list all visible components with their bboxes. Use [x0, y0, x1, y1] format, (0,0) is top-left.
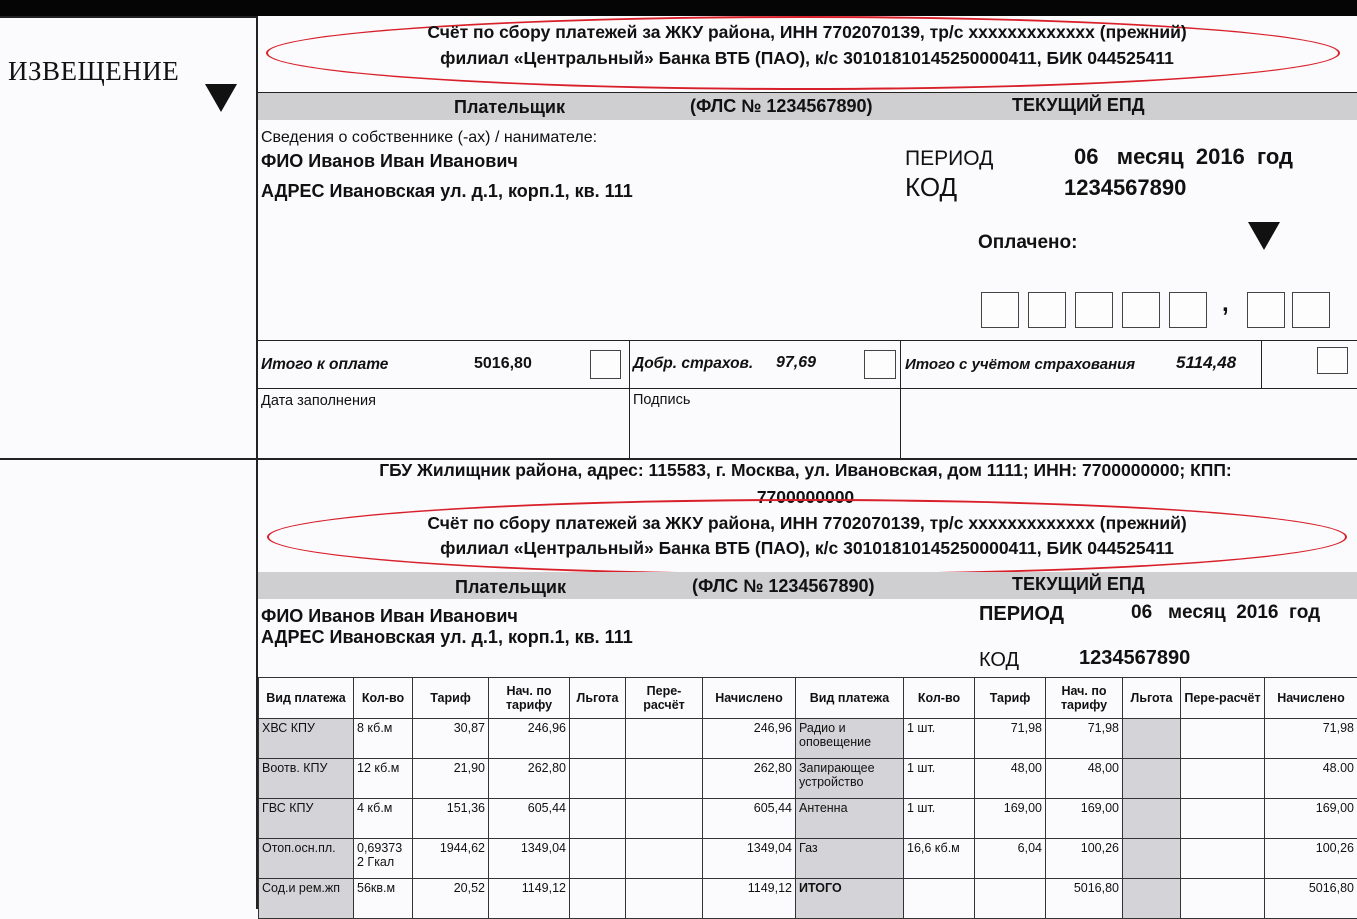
cell	[626, 879, 703, 919]
cell: 6,04	[975, 839, 1046, 879]
cell: 1944,62	[413, 839, 489, 879]
code-label-lower: КОД	[979, 649, 1019, 672]
cell: ХВС КПУ	[259, 719, 354, 759]
cell: 605,44	[703, 799, 796, 839]
cell	[975, 879, 1046, 919]
cell: Радио и оповещение	[796, 719, 904, 759]
paid-decimal-separator: ,	[1222, 290, 1229, 318]
cell: 1349,04	[703, 839, 796, 879]
down-triangle-icon-2	[1248, 222, 1280, 250]
cell: 16,6 кб.м	[904, 839, 975, 879]
cell: 262,80	[489, 759, 570, 799]
cell	[1181, 799, 1265, 839]
column-header: Кол-во	[904, 678, 975, 719]
table-row	[259, 839, 1357, 879]
cell: 169,00	[975, 799, 1046, 839]
cell: 0,69373 2 Гкал	[354, 839, 413, 879]
cell	[1181, 879, 1265, 919]
cell	[1181, 719, 1265, 759]
column-header: Льгота	[570, 678, 626, 719]
code-value-lower: 1234567890	[1079, 647, 1190, 670]
totals-divider-1	[629, 340, 630, 458]
cell: 262,80	[703, 759, 796, 799]
current-epd-label: ТЕКУЩИЙ ЕПД	[1012, 95, 1145, 116]
cell	[626, 839, 703, 879]
with-insurance-checkbox[interactable]	[1317, 347, 1348, 374]
table-row	[259, 799, 1357, 839]
charges-table	[258, 677, 1357, 919]
cell: 100,26	[1046, 839, 1123, 879]
cell: 169,00	[1265, 799, 1357, 839]
cell: 12 кб.м	[354, 759, 413, 799]
totals-bottom-line	[256, 388, 1357, 389]
cell	[570, 719, 626, 759]
column-header: Кол-во	[354, 678, 413, 719]
cell: 5016,80	[1046, 879, 1123, 919]
bank-line-2: филиал «Центральный» Банка ВТБ (ПАО), к/с 30101810145250000411, БИК 044525411	[262, 48, 1352, 69]
insurance-checkbox[interactable]	[864, 350, 896, 379]
owner-info-label: Сведения о собственнике (-ах) / нанимателе:	[261, 129, 597, 147]
fls-number-lower: (ФЛС № 1234567890)	[692, 576, 874, 597]
cell	[626, 759, 703, 799]
owner-fio-lower: ФИО Иванов Иван Иванович	[261, 606, 518, 627]
table-row	[259, 879, 1357, 919]
owner-address-lower: АДРЕС Ивановская ул. д.1, корп.1, кв. 111	[261, 627, 633, 648]
cell: 1 шт.	[904, 719, 975, 759]
cell	[904, 879, 975, 919]
total-to-pay-value: 5016,80	[474, 355, 532, 373]
cell: 48.00	[1265, 759, 1357, 799]
period-value: 06 месяц 2016 год	[1074, 144, 1293, 170]
column-header: Пере-расчёт	[626, 678, 703, 719]
cell: 8 кб.м	[354, 719, 413, 759]
top-left-border	[0, 16, 258, 18]
bank-line-2-lower: филиал «Центральный» Банка ВТБ (ПАО), к/с 30101810145250000411, БИК 044525411	[262, 538, 1352, 559]
cell: ГВС КПУ	[259, 799, 354, 839]
cell: 246,96	[703, 719, 796, 759]
bank-line-1-lower: Счёт по сбору платежей за ЖКУ района, ИНН 7702070139, тр/с ххххххххххххх (прежний)	[262, 513, 1352, 534]
date-filled-label: Дата заполнения	[261, 393, 376, 409]
cell	[626, 719, 703, 759]
bank-line-1: Счёт по сбору платежей за ЖКУ района, ИНН 7702070139, тр/с ххххххххххххх (прежний)	[262, 22, 1352, 43]
cell: 4 кб.м	[354, 799, 413, 839]
paid-digit-box[interactable]	[1028, 292, 1066, 328]
cell	[1123, 759, 1181, 799]
totals-top-line	[256, 340, 1357, 341]
cell	[626, 799, 703, 839]
down-triangle-icon	[205, 84, 237, 112]
paid-label: Оплачено:	[978, 232, 1077, 254]
cell: Запирающее устройство	[796, 759, 904, 799]
owner-fio: ФИО Иванов Иван Иванович	[261, 151, 518, 172]
column-header: Нач. по тарифу	[489, 678, 570, 719]
top-edge-bar	[0, 0, 1357, 16]
cell	[1181, 759, 1265, 799]
cell: 71,98	[1046, 719, 1123, 759]
cell: 30,87	[413, 719, 489, 759]
period-label: ПЕРИОД	[905, 147, 993, 171]
cell: 1349,04	[489, 839, 570, 879]
total-row-label: ИТОГО	[796, 879, 904, 919]
column-header: Пере-расчёт	[1181, 678, 1265, 719]
total-with-insurance-label: Итого с учётом страхования	[905, 356, 1135, 373]
paid-kopeck-box[interactable]	[1292, 292, 1330, 328]
totals-divider-2	[900, 340, 901, 458]
to-pay-checkbox[interactable]	[590, 350, 621, 379]
fls-number: (ФЛС № 1234567890)	[690, 96, 872, 117]
cell: 21,90	[413, 759, 489, 799]
current-epd-label-lower: ТЕКУЩИЙ ЕПД	[1012, 574, 1145, 595]
column-header: Вид платежа	[259, 678, 354, 719]
cell: 20,52	[413, 879, 489, 919]
period-label-lower: ПЕРИОД	[979, 603, 1064, 626]
cell: 71,98	[975, 719, 1046, 759]
table-row	[259, 759, 1357, 799]
cell	[1181, 839, 1265, 879]
column-header: Вид платежа	[796, 678, 904, 719]
cell: 1149,12	[703, 879, 796, 919]
cell: 605,44	[489, 799, 570, 839]
cell: 151,36	[413, 799, 489, 839]
cell	[1123, 839, 1181, 879]
insurance-value: 97,69	[776, 354, 816, 372]
code-label: КОД	[905, 172, 957, 203]
cell	[570, 799, 626, 839]
table-header-row	[259, 678, 1357, 719]
cell	[1123, 719, 1181, 759]
cell: 71,98	[1265, 719, 1357, 759]
column-header: Тариф	[975, 678, 1046, 719]
owner-address: АДРЕС Ивановская ул. д.1, корп.1, кв. 111	[261, 181, 633, 202]
cell	[1123, 799, 1181, 839]
cell: 246,96	[489, 719, 570, 759]
org-line-1: ГБУ Жилищник района, адрес: 115583, г. Москва, ул. Ивановская, дом 1111; ИНН: 7700000000; КПП:	[258, 460, 1353, 481]
total-to-pay-label: Итого к оплате	[261, 356, 388, 374]
cell: 100,26	[1265, 839, 1357, 879]
cell	[570, 839, 626, 879]
cell: 56кв.м	[354, 879, 413, 919]
period-value-lower: 06 месяц 2016 год	[1131, 602, 1320, 624]
notice-caption: ИЗВЕЩЕНИЕ	[8, 56, 179, 87]
column-header: Тариф	[413, 678, 489, 719]
signature-label: Подпись	[633, 392, 690, 408]
cell: Воотв. КПУ	[259, 759, 354, 799]
paid-digit-box[interactable]	[981, 292, 1019, 328]
cell: 5016,80	[1265, 879, 1357, 919]
column-header: Начислено	[1265, 678, 1357, 719]
column-header: Льгота	[1123, 678, 1181, 719]
paid-kopeck-box[interactable]	[1247, 292, 1285, 328]
paid-digit-box[interactable]	[1122, 292, 1160, 328]
bank-details-oval-2	[267, 499, 1347, 575]
paid-digit-box[interactable]	[1075, 292, 1113, 328]
table-row	[259, 719, 1357, 759]
cell: 1 шт.	[904, 799, 975, 839]
cell	[1123, 879, 1181, 919]
cell: Сод.и рем.жп	[259, 879, 354, 919]
cell: Отоп.осн.пл.	[259, 839, 354, 879]
code-value: 1234567890	[1064, 175, 1186, 201]
cell	[570, 759, 626, 799]
cell: 48,00	[975, 759, 1046, 799]
payer-label: Плательщик	[454, 97, 565, 118]
cell: Антенна	[796, 799, 904, 839]
total-with-insurance-value: 5114,48	[1176, 353, 1236, 373]
totals-divider-3	[1261, 340, 1262, 388]
cell	[570, 879, 626, 919]
org-line-2: 7700000000	[258, 487, 1353, 508]
cell: 1 шт.	[904, 759, 975, 799]
cell: 169,00	[1046, 799, 1123, 839]
column-header: Нач. по тарифу	[1046, 678, 1123, 719]
cell: 1149,12	[489, 879, 570, 919]
paid-digit-box[interactable]	[1169, 292, 1207, 328]
cell: 48,00	[1046, 759, 1123, 799]
insurance-label: Добр. страхов.	[633, 355, 753, 373]
column-header: Начислено	[703, 678, 796, 719]
cell: Газ	[796, 839, 904, 879]
payer-label-lower: Плательщик	[455, 577, 566, 598]
